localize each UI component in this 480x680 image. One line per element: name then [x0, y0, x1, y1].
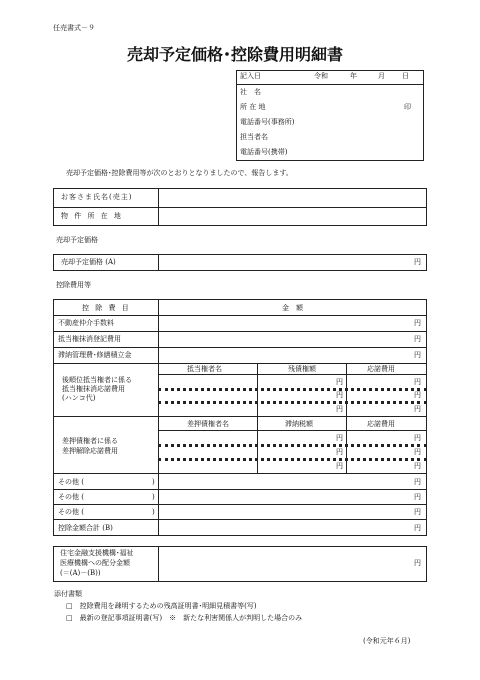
attachment-item-1: □ 最新の登記事項証明書(写) ※ 新たな利害関係人が判明した場合のみ	[66, 614, 303, 622]
lien-unit-d: 円	[414, 391, 421, 399]
seizure-unit-d: 円	[414, 448, 421, 456]
col-amount-header: 金 額	[282, 304, 303, 312]
page-title: 売却予定価格･控除費用明細書	[127, 45, 344, 64]
lien-unit-c: 円	[336, 391, 343, 399]
other-close-2: )	[152, 508, 155, 516]
date-month: 月	[378, 72, 385, 80]
office-phone-label: 電話番号(事務所)	[240, 118, 295, 126]
form-code: 任売書式－９	[53, 24, 95, 32]
row-unit-2: 円	[414, 351, 421, 359]
lien-unit-a: 円	[336, 378, 343, 386]
date-label: 記入日	[240, 72, 261, 80]
distribution-label-1: 医療機構への配分金額	[60, 559, 130, 567]
lien-unit-b: 円	[414, 378, 421, 386]
other-unit-0: 円	[414, 478, 421, 486]
other-row-0: その他 (	[58, 478, 84, 486]
other-row-2: その他 (	[58, 508, 84, 516]
row-label-1: 抵当権抹消登記費用	[58, 335, 121, 343]
seizure-unit-f: 円	[414, 462, 421, 470]
seizure-unit-e: 円	[336, 462, 343, 470]
seizure-unit-b: 円	[414, 434, 421, 442]
revision-note: (令和元年６月)	[363, 637, 411, 645]
total-label: 控除金額合計 (B)	[58, 524, 113, 532]
intro-text: 売却予定価格･控除費用等が次のとおりとなりましたので、報告します。	[66, 169, 293, 177]
col-item-header: 控 除 費 目	[82, 304, 131, 312]
row-label-2: 滞納管理費･修繕積立金	[58, 351, 132, 359]
total-unit: 円	[414, 524, 421, 532]
date-era: 令和	[314, 72, 328, 80]
other-close-1: )	[152, 493, 155, 501]
lien-label-1: 抵当権抹消応諾費用	[62, 385, 125, 393]
property-location-label: 物 件 所 在 地	[61, 212, 123, 220]
seizure-label-0: 差押債権者に係る	[62, 437, 118, 445]
lien-header-2: 応諾費用	[367, 365, 395, 373]
seizure-unit-c: 円	[336, 448, 343, 456]
row-unit-1: 円	[414, 335, 421, 343]
other-unit-1: 円	[414, 493, 421, 501]
address-label: 所 在 地	[240, 103, 266, 111]
lien-label-2: (ハンコ代)	[62, 394, 96, 402]
lien-unit-e: 円	[336, 405, 343, 413]
other-unit-2: 円	[414, 508, 421, 516]
customer-name-label: お客さま氏名(売主)	[61, 193, 133, 201]
date-day: 日	[402, 72, 409, 80]
attachment-item-0: □ 控除費用を疎明するための残高証明書･明細見積書等(写)	[66, 602, 257, 610]
seizure-header-2: 応諾費用	[367, 420, 395, 428]
distribution-label-2: (＝(A)－(B))	[60, 569, 101, 577]
seizure-label-1: 差押解除応諾費用	[62, 447, 118, 455]
seizure-unit-a: 円	[336, 434, 343, 442]
lien-header-1: 残債権額	[288, 365, 316, 373]
seizure-dotted-line-2	[158, 458, 427, 461]
deduction-heading: 控除費用等	[56, 281, 91, 289]
seal-mark: 印	[404, 103, 411, 111]
row-unit-0: 円	[414, 319, 421, 327]
lien-unit-f: 円	[414, 405, 421, 413]
lien-label-0: 後順位抵当権者に係る	[62, 376, 132, 384]
date-year: 年	[350, 72, 357, 80]
row-label-0: 不動産仲介手数料	[58, 319, 114, 327]
seizure-dotted-line-1	[158, 444, 427, 447]
seizure-header-0: 差押債権者名	[187, 420, 229, 428]
seizure-header-1: 滞納税額	[285, 420, 313, 428]
distribution-unit: 円	[414, 559, 421, 567]
lien-dotted-line-1	[158, 388, 427, 391]
lien-dotted-line-2	[158, 401, 427, 404]
sale-price-unit: 円	[414, 258, 421, 266]
mobile-phone-label: 電話番号(携帯)	[240, 148, 288, 156]
company-label: 社 名	[240, 88, 261, 96]
attachments-heading: 添付書類	[54, 590, 82, 598]
lien-header-0: 抵当権者名	[187, 365, 222, 373]
sale-price-label: 売却予定価格 (A)	[61, 258, 116, 266]
person-label: 担当者名	[240, 133, 268, 141]
sale-price-heading: 売却予定価格	[56, 236, 98, 244]
distribution-label-0: 住宅金融支援機構･福祉	[60, 549, 134, 557]
other-row-1: その他 (	[58, 493, 84, 501]
other-close-0: )	[152, 478, 155, 486]
